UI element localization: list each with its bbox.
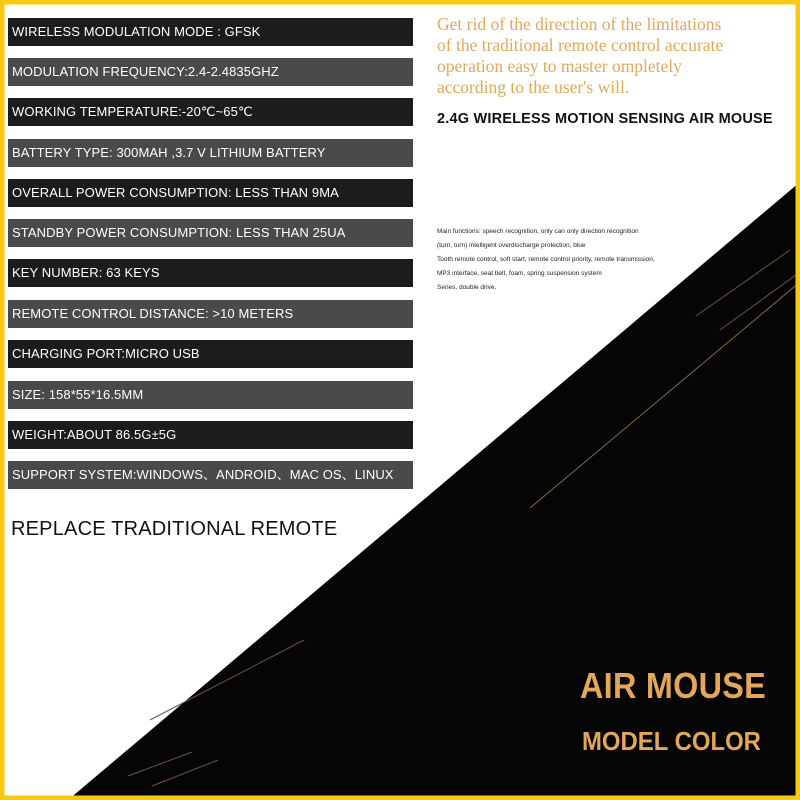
spec-working-temperature: WORKING TEMPERATURE:-20℃~65℃ [8, 98, 413, 126]
spec-weight: WEIGHT:ABOUT 86.5G±5G [8, 421, 413, 449]
functions-line: Tooth remote control, soft start, remote control priority, remote transmission, [437, 256, 655, 263]
main-functions-text [437, 225, 707, 295]
air-mouse-title: AIR MOUSE [580, 665, 767, 706]
spec-overall-power: OVERALL POWER CONSUMPTION: LESS THAN 9MA [8, 179, 413, 207]
tagline-line: Get rid of the direction of the limitations [437, 14, 722, 34]
tagline-line: operation easy to master ompletely [437, 56, 682, 76]
functions-line: Main functions: speech recognition, only can only direction recognition [437, 228, 639, 235]
functions-line: MP3 interface, seat belt, foam, spring suspension system [437, 270, 602, 277]
spec-battery-type: BATTERY TYPE: 300MAH ,3.7 V LITHIUM BATTERY [8, 139, 413, 167]
spec-standby-power: STANDBY POWER CONSUMPTION: LESS THAN 25UA [8, 219, 413, 247]
product-heading: 2.4G WIRELESS MOTION SENSING AIR MOUSE [437, 111, 773, 127]
spec-modulation-frequency: MODULATION FREQUENCY:2.4-2.4835GHZ [8, 58, 413, 86]
spec-support-system: SUPPORT SYSTEM:WINDOWS、ANDROID、MAC OS、LINUX [8, 461, 413, 489]
functions-line: (turn, turn) intelligent overdischarge protection, blue [437, 242, 586, 249]
tagline-line: according to the user's will. [437, 77, 630, 97]
spec-remote-distance: REMOTE CONTROL DISTANCE: >10 METERS [8, 300, 413, 328]
spec-charging-port: CHARGING PORT:MICRO USB [8, 340, 413, 368]
model-color-label: MODEL COLOR [582, 726, 761, 756]
spec-wireless-mode: WIRELESS MODULATION MODE : GFSK [8, 18, 413, 46]
spec-size: SIZE: 158*55*16.5MM [8, 381, 413, 409]
replace-traditional-remote-text: REPLACE TRADITIONAL REMOTE [11, 518, 338, 540]
spec-key-number: KEY NUMBER: 63 KEYS [8, 259, 413, 287]
tagline-line: of the traditional remote control accurate [437, 35, 724, 55]
tagline [437, 14, 789, 98]
functions-line: Series, double drive. [437, 284, 497, 291]
